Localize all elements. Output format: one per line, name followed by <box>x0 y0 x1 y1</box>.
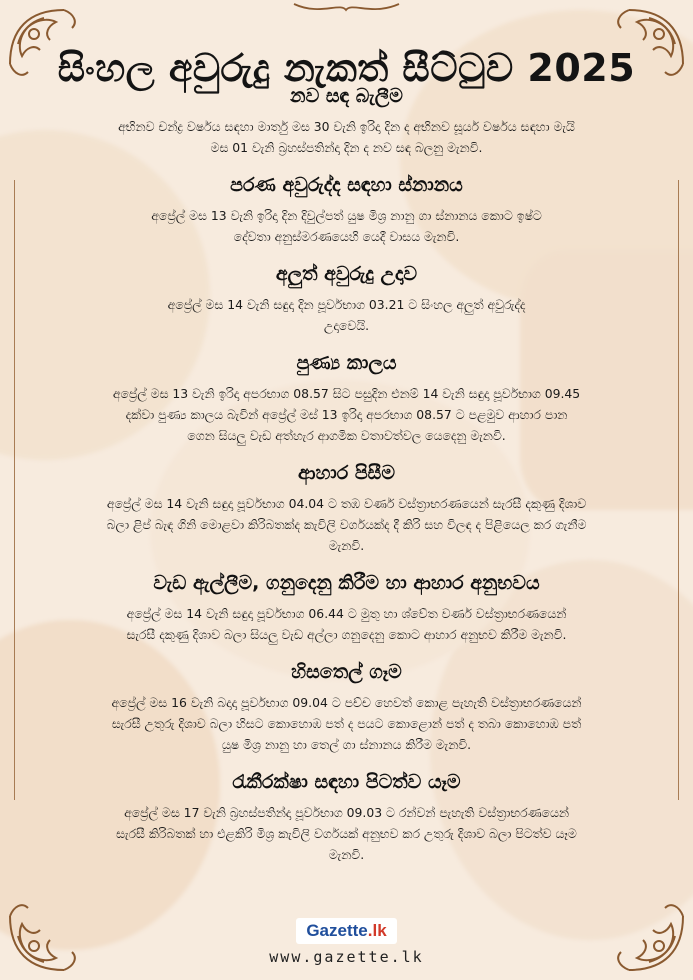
section-heading: වැඩ ඇල්ලීම, ගනුදෙනු කිරීම හා ආහාර අනුභවය <box>153 572 540 594</box>
page-title: සිංහල අවුරුදු නැකත් සීට්ටුව 2025 <box>57 46 636 91</box>
section-heading: නව සඳ බැලීම <box>290 85 403 107</box>
section-heading: පරණ අවුරුද්ද සඳහා ස්නානය <box>230 174 463 196</box>
frame-right-line <box>678 180 679 800</box>
section-text: අප්‍රේල් මස 14 වැනි සඳුදා පූර්වභාග 06.44 ට මුතු හා ශ්වේත වර්ණ වස්ත්‍රාභරණයෙන් සැරසී දකුණු දිශාව බලා සියලු වැඩ අල්ලා ගනුදෙනු කොට ආහාර අනුභව කිරීම මැනවි. <box>126 606 567 642</box>
ornament-top-center-icon <box>290 0 403 16</box>
section-text: අප්‍රේල් මස 16 වැනි බදාදා පූර්වභාග 09.04 ට පච්ච හෙවත් කොළ පැහැති වස්ත්‍රාභරණයෙන් සැරසී උතුරු දිශාව බලා හිසට කොහොඹ පත් ද පයට කොළොන් පත් ද තබා කොහොඹ පත් යුෂ මිශ්‍ර නානු හා තෙල් ගා ස්නානය කිරීම මැනවි. <box>111 695 582 752</box>
schedule-content <box>60 82 633 865</box>
section-heading: ආහාර පිසීම <box>298 462 395 484</box>
section-text: අප්‍රේල් මස 14 වැනි සඳුදා පූර්වභාග 04.04 ට තඹ වර්ණ වස්ත්‍රාභරණයෙන් සැරසී දකුණු දිශාව බලා ළිප් බැඳ ගිනි මොළවා කිරිබතක්ද කැවිලි වර්ගයක්ද දී කිරි සහ විලඳ ද පිළියෙල කර ගැනීම මැනවි. <box>106 496 587 553</box>
section-oil-anointing <box>60 658 633 755</box>
section-cooking <box>60 459 633 556</box>
section-heading: රැකීරක්ෂා සඳහා පිටත්ව යෑම <box>232 771 461 793</box>
section-heading: අලුත් අවුරුදු උදාව <box>275 263 418 285</box>
section-auspicious-time <box>60 349 633 446</box>
section-text: අප්‍රේල් මස 17 වැනි බ්‍රහස්පතින්දා පූර්වභාග 09.03 ට රන්වන් පැහැති වස්ත්‍රාභරණයෙන් සැරසී කිරිබතක් හා එළකිරි මිශ්‍ර කැවිලි වර්ගයක් අනුභව කර උතුරු දිශාව බලා පිටත්ව යෑම මැනවි. <box>116 805 577 862</box>
section-leaving-for-work <box>60 768 633 865</box>
section-text: අප්‍රේල් මස 13 වැනි ඉරිදා දින දිවුල්පත් යුෂ මිශ්‍ර නානු ගා ස්නානය කොට ඉෂ්ට දේවතා අනුස්මරණයෙහි යෙදී වාසය මැනවි. <box>151 208 542 244</box>
section-new-year-dawn <box>60 260 633 336</box>
section-text: අභිනව චන්ද්‍ර වර්ෂය සඳහා මාර්තු මස 30 වැනි ඉරිදා දින ද අභිනව සූර්ය වර්ෂය සඳහා මැයි මස 01 වැනි බ්‍රහස්පතින්දා දින ද නව සඳ බලනු මැනවි. <box>118 119 575 155</box>
frame-left-line <box>14 180 15 800</box>
gazette-logo <box>296 918 396 944</box>
logo-area <box>0 918 693 944</box>
section-heading: හිසතෙල් ගෑම <box>291 661 402 683</box>
section-new-moon <box>60 82 633 158</box>
section-text: අප්‍රේල් මස 13 වැනි ඉරිදා අපරභාග 08.57 සිට පසුදින එනම් 14 වැනි සඳුදා පූර්වභාග 09.45 දක්වා පුණ්‍ය කාලය බැවින් අප්‍රේල් මස් 13 ඉරිදා අපරභාග 08.57 ට පළමුව ආහාර පාන ගෙන සියලු වැඩ අත්හැර ආගමික වතාවත්වල යෙදෙනු මැනවි. <box>112 386 581 443</box>
section-text: අප්‍රේල් මස 14 වැනි සඳුදා දින පූර්වභාග 03.21 ට සිංහල අලුත් අවුරුද්ද උදාවෙයි. <box>167 297 526 333</box>
section-heading: පුණ්‍ය කාලය <box>296 352 397 374</box>
logo-suffix: .lk <box>367 921 387 940</box>
section-work-and-meal <box>60 569 633 645</box>
logo-text: Gazette <box>306 921 368 940</box>
website-url: www.gazette.lk <box>269 948 424 966</box>
section-old-year-bath <box>60 171 633 247</box>
